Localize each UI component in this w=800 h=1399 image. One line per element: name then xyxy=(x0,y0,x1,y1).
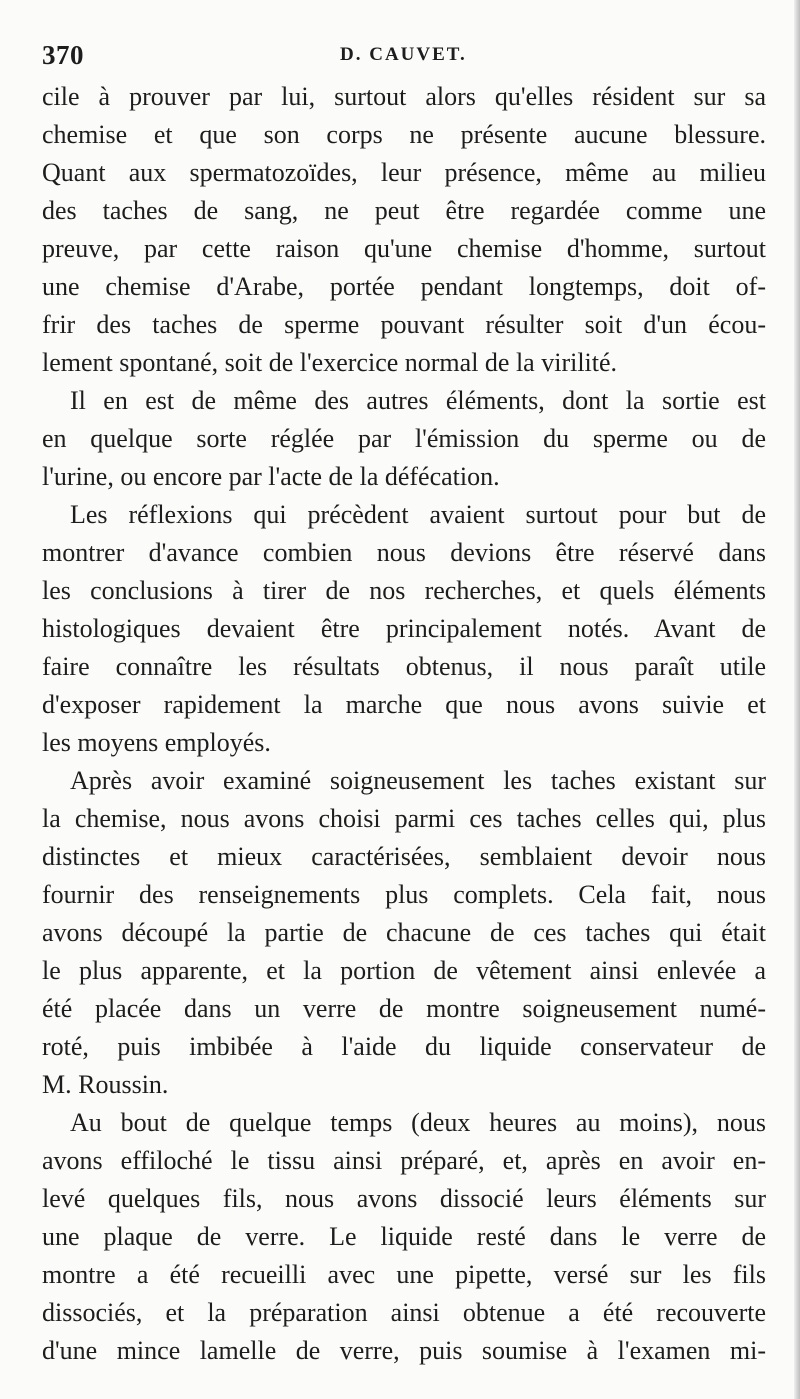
paragraph xyxy=(42,762,766,1104)
text-line: M. Roussin. xyxy=(42,1070,169,1099)
text-line: cile à prouver par lui, surtout alors qu'elles résident sur sa xyxy=(42,82,766,111)
text-line: chemise et que son corps ne présente aucune blessure. xyxy=(42,120,766,149)
paragraph xyxy=(42,496,766,762)
text-line: levé quelques fils, nous avons dissocié leurs éléments sur xyxy=(42,1184,766,1213)
text-line: fournir des renseignements plus complets. Cela fait, nous xyxy=(42,880,766,909)
text-line: preuve, par cette raison qu'une chemise d'homme, surtout xyxy=(42,234,766,263)
text-line: les moyens employés. xyxy=(42,728,271,757)
text-line: frir des taches de sperme pouvant résulter soit d'un écou- xyxy=(42,310,766,339)
body-text xyxy=(42,78,766,1370)
text-line: Après avoir examiné soigneusement les taches existant sur xyxy=(70,766,766,795)
text-line: Au bout de quelque temps (deux heures au moins), nous xyxy=(70,1108,766,1137)
text-line: des taches de sang, ne peut être regardée comme une xyxy=(42,196,766,225)
text-line: en quelque sorte réglée par l'émission du sperme ou de xyxy=(42,424,766,453)
text-line: le plus apparente, et la portion de vêtement ainsi enlevée a xyxy=(42,956,766,985)
text-line: montrer d'avance combien nous devions être réservé dans xyxy=(42,538,766,567)
text-line: histologiques devaient être principalement notés. Avant de xyxy=(42,614,766,643)
text-line: une plaque de verre. Le liquide resté dans le verre de xyxy=(42,1222,766,1251)
text-line: avons découpé la partie de chacune de ces taches qui était xyxy=(42,918,766,947)
text-line: Quant aux spermatozoïdes, leur présence, même au milieu xyxy=(42,158,766,187)
text-line: les conclusions à tirer de nos recherches, et quels éléments xyxy=(42,576,766,605)
page-number: 370 xyxy=(42,40,84,70)
text-line: d'une mince lamelle de verre, puis soumise à l'examen mi- xyxy=(42,1336,766,1365)
text-line: faire connaître les résultats obtenus, il nous paraît utile xyxy=(42,652,766,681)
text-line: une chemise d'Arabe, portée pendant longtemps, doit of- xyxy=(42,272,766,301)
running-head: D. CAUVET. xyxy=(340,44,467,65)
text-line: lement spontané, soit de l'exercice normal de la virilité. xyxy=(42,348,618,377)
page-header xyxy=(42,40,782,76)
paragraph xyxy=(42,382,766,496)
text-line: été placée dans un verre de montre soigneusement numé- xyxy=(42,994,766,1023)
text-line: distinctes et mieux caractérisées, semblaient devoir nous xyxy=(42,842,766,871)
paragraph xyxy=(42,1104,766,1370)
text-line: Les réflexions qui précèdent avaient surtout pour but de xyxy=(70,500,766,529)
text-line: dissociés, et la préparation ainsi obtenue a été recouverte xyxy=(42,1298,766,1327)
text-line: l'urine, ou encore par l'acte de la défécation. xyxy=(42,462,500,491)
text-line: la chemise, nous avons choisi parmi ces taches celles qui, plus xyxy=(42,804,766,833)
text-line: d'exposer rapidement la marche que nous avons suivie et xyxy=(42,690,766,719)
page-edge-shadow xyxy=(794,0,800,1399)
text-line: montre a été recueilli avec une pipette, versé sur les fils xyxy=(42,1260,766,1289)
text-line: roté, puis imbibée à l'aide du liquide conservateur de xyxy=(42,1032,766,1061)
paragraph xyxy=(42,78,766,382)
text-line: Il en est de même des autres éléments, dont la sortie est xyxy=(70,386,766,415)
text-line: avons effiloché le tissu ainsi préparé, et, après en avoir en- xyxy=(42,1146,766,1175)
